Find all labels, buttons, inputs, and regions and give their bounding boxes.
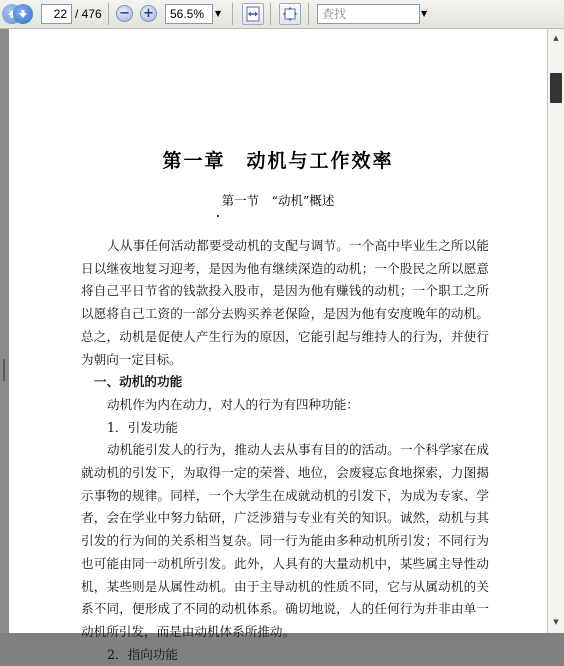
- scroll-up-icon[interactable]: ▲: [553, 34, 559, 42]
- vertical-scrollbar[interactable]: [547, 29, 564, 633]
- search-input[interactable]: 查找: [317, 4, 420, 24]
- search-dropdown-arrow-icon[interactable]: ▼: [421, 9, 428, 18]
- lead-text: 动机作为内在动力，对人的行为有四种功能：: [107, 396, 359, 412]
- left-panel-edge[interactable]: [0, 29, 9, 633]
- pdf-page: [9, 29, 547, 662]
- panel-splitter-handle[interactable]: [3, 359, 5, 381]
- page-total-label: / 476: [75, 7, 102, 21]
- zoom-in-icon: +: [143, 6, 154, 21]
- page-mark: [217, 215, 219, 217]
- subheading-direction-function: 2．指向功能: [107, 646, 178, 662]
- scroll-down-icon[interactable]: ▼: [553, 618, 559, 626]
- body-text: [81, 235, 489, 666]
- heading-functions: 一、动机的功能: [94, 374, 183, 390]
- fit-width-icon: [245, 6, 261, 22]
- chapter-title: 第一章 动机与工作效率: [162, 150, 394, 172]
- next-page-icon: [13, 4, 33, 24]
- paragraph-trigger-function: 动机能引发人的行为，推动人去从事有目的的活动。一个科学家在成就动机的引发下，为取得一定的荣誉、地位，会废寝忘食地探索，力图揭示事物的规律。同样，一个大学生在成就动机的引发下，为成为专家、学者，会在学业中努力钻研，广泛涉猎与专业有关的知识。诚然，动机与其引发的行为间的关系相当复杂。同一行为能由多种动机所引发；不同行为也可能由同一动机所引发。此外，人具有的大量动机中，某些属主导性动机，某些则是从属性动机。由于主导动机的性质不同，它与从属动机的关系不同，便形成了不同的动机体系。确切地说，人的任何行为并非由单一动机所引发，而是由动机体系所推动。: [81, 442, 489, 639]
- page-number-input[interactable]: 22: [41, 4, 72, 24]
- toolbar-separator: [232, 3, 233, 25]
- subheading-trigger-function: 1．引发功能: [107, 419, 178, 435]
- fit-page-icon: [282, 6, 298, 22]
- zoom-out-icon: −: [119, 6, 130, 21]
- zoom-level-input[interactable]: 56.5%: [165, 4, 213, 24]
- fit-width-button[interactable]: [242, 3, 264, 25]
- next-page-button[interactable]: [12, 4, 34, 24]
- toolbar-separator: [308, 3, 309, 25]
- zoom-in-button[interactable]: [140, 5, 157, 22]
- fit-page-button[interactable]: [279, 3, 301, 25]
- toolbar-separator: [108, 3, 109, 25]
- toolbar-separator: [270, 3, 271, 25]
- zoom-dropdown-arrow-icon[interactable]: ▼: [215, 9, 222, 18]
- zoom-out-button[interactable]: [116, 5, 133, 22]
- scrollbar-thumb[interactable]: [550, 73, 562, 103]
- section-title: 第一节 “动机”概述: [221, 193, 335, 208]
- paragraph-intro: 人从事任何活动都要受动机的支配与调节。一个高中毕业生之所以能日以继夜地复习迎考，是因为他有继续深造的动机；一个股民之所以愿意将自己平日节省的钱款投入股市，是因为他有赚钱的动机；一个职工之所以愿将自己工资的一部分去购买养老保险，是因为他有安度晚年的动机。总之，动机是促使人产生行为的原因，它能引起与维持人的行为，并使行为朝向一定目标。: [81, 238, 489, 367]
- pdf-toolbar: [0, 0, 564, 29]
